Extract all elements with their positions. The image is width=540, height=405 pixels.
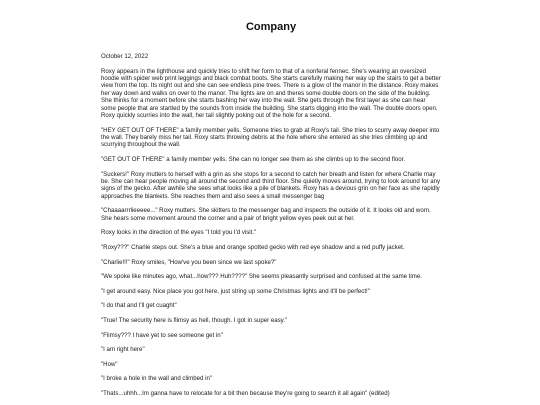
paragraph: "We spoke like minutes ago, what...how??? Huh????" She seems pleasantly surprised and confused at the same time. xyxy=(101,273,422,281)
document-date: October 12, 2022 xyxy=(101,53,149,60)
paragraph: Roxy appears in the lighthouse and quickly tries to shift her form to that of a nonferal fennec. She's wearing an oversized hoodie with spider web print leggings and black combat boots. She starts carefully making her way up the stairs to get a better view from the top. Its night out and she can see endless pine trees. There is a glow of the manor in the distance. Roxy makes her way down and walks on over to the manor. The lights are on and theres some double doors on the side of the building. She thinks for a moment before she starts bashing her way into the wall. She gets through the first layer as she can hear some people that are startled by the sounds from inside the building. She starts digging into the wall. The double doors open. Roxy quickly scurries into the wall, her tail slightly poking out of the hole for a second. xyxy=(101,67,441,120)
paragraph: "HEY GET OUT OF THERE" a family member yells. Someone tries to grab at Roxy's tail. She tries to scurry away deeper into the wall. They barely miss her tail. Roxy starts throwing debris at the hole where she entered as she tries climbing up and scurrying throughout the wall. xyxy=(101,126,440,149)
document-body xyxy=(101,68,441,398)
paragraph: "Chaaaarrrlieeeee..." Roxy mutters. She skitters to the messenger bag and inspects the outside of it. It looks old and worn. She hears some movement around the corner and a pair of bright yellow eyes peek out at her. xyxy=(101,207,431,222)
paragraph: "Thats...uhhh...Im ganna have to relocate for a bit then because they're going to search it all again" (edited) xyxy=(101,389,390,397)
paragraph: "GET OUT OF THERE" a family member yells. She can no longer see them as she climbs up to the second floor. xyxy=(101,156,406,164)
paragraph: "I do that and I'll get cuaght" xyxy=(101,302,177,310)
paragraph: "Flimsy??? I have yet to see someone get in" xyxy=(101,331,223,339)
paragraph: "Suckers!" Roxy mutters to herself with a grin as she stops for a second to catch her breath and listen for where Charlie may be. She can hear people moving all around the second and third floor. She quietly moves around, trying to look around for any signs of the gecko. After awhile she sees what looks like a pile of blankets. Roxy has a devious grin on her face as she rapidly approaches the blankets. She reaches them and also sees a small messenger bag xyxy=(101,170,441,200)
paragraph: "I am right here" xyxy=(101,346,145,354)
paragraph: "I get around easy. Nice place you got here, just string up some Christmas lights and it'll be perfect!" xyxy=(101,287,370,295)
paragraph: "Charlie!!!" Roxy smiles, "How've you been since we last spoke?" xyxy=(101,258,277,266)
document-page xyxy=(101,0,441,397)
paragraph: "True! The security here is flimsy as hell, though. I got in super easy." xyxy=(101,317,288,324)
paragraph: "I broke a hole in the wall and climbed in" xyxy=(101,375,213,383)
paragraph: "Roxy???" Charlie steps out. She's a blue and orange spotted gecko with red eye shadow and a red puffy jacket. xyxy=(101,244,405,252)
paragraph: "How" xyxy=(101,360,118,368)
paragraph: Roxy looks in the direction of the eyes "I told you I'd visit." xyxy=(101,229,257,237)
document-title: Company xyxy=(245,21,297,33)
